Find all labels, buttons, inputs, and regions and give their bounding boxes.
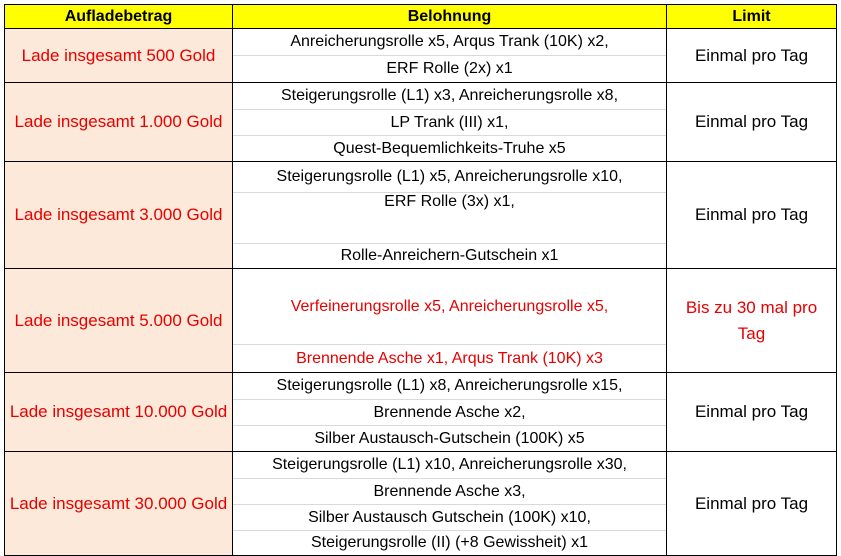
reward-line: Rolle-Anreichern-Gutschein x1	[340, 247, 559, 264]
reward-table-sheet	[4, 4, 837, 556]
table-row	[5, 269, 837, 373]
header-limit: Limit	[667, 5, 837, 29]
amount-cell: Lade insgesamt 5.000 Gold	[5, 269, 233, 373]
table-row	[5, 452, 837, 556]
reward-cell	[233, 29, 667, 83]
table-row	[5, 83, 837, 162]
reward-cell	[233, 162, 667, 269]
header-row	[5, 5, 837, 29]
amount-cell: Lade insgesamt 500 Gold	[5, 29, 233, 83]
reward-line: Steigerungsrolle (L1) x5, Anreicherungsrolle x10,	[233, 162, 666, 193]
table-row	[5, 29, 837, 83]
table-row	[5, 162, 837, 269]
limit-cell: Einmal pro Tag	[667, 162, 837, 269]
reward-table	[4, 4, 837, 556]
amount-cell: Lade insgesamt 1.000 Gold	[5, 83, 233, 162]
reward-cell	[233, 269, 667, 373]
limit-cell: Einmal pro Tag	[667, 373, 837, 452]
reward-line: Steigerungsrolle (II) (+8 Gewissheit) x1	[311, 534, 588, 551]
header-amount: Aufladebetrag	[5, 5, 233, 29]
reward-line: Brennende Asche x2,	[233, 400, 666, 426]
reward-line: LP Trank (III) x1,	[233, 110, 666, 136]
reward-cell	[233, 373, 667, 452]
reward-line: Silber Austausch Gutschein (100K) x10,	[233, 505, 666, 531]
reward-cell	[233, 452, 667, 556]
header-reward: Belohnung	[233, 5, 667, 29]
reward-line: Brennende Asche x1, Arqus Trank (10K) x3	[296, 349, 603, 367]
reward-line: Verfeinerungsrolle x5, Anreicherungsrolle x5,	[233, 269, 666, 345]
limit-cell: Einmal pro Tag	[667, 452, 837, 556]
reward-line: ERF Rolle (3x) x1,	[233, 193, 666, 244]
reward-cell	[233, 83, 667, 162]
limit-cell: Bis zu 30 mal pro Tag	[667, 269, 837, 373]
limit-cell: Einmal pro Tag	[667, 29, 837, 83]
reward-line: Steigerungsrolle (L1) x10, Anreicherungsrolle x30,	[233, 452, 666, 479]
limit-cell: Einmal pro Tag	[667, 83, 837, 162]
reward-line: Brennende Asche x3,	[233, 479, 666, 505]
reward-line: Silber Austausch-Gutschein (100K) x5	[314, 429, 585, 447]
reward-line: Quest-Bequemlichkeits-Truhe x5	[333, 139, 566, 157]
amount-cell: Lade insgesamt 10.000 Gold	[5, 373, 233, 452]
reward-line: Anreicherungsrolle x5, Arqus Trank (10K) x2,	[233, 29, 666, 56]
amount-cell: Lade insgesamt 30.000 Gold	[5, 452, 233, 556]
reward-line: Steigerungsrolle (L1) x3, Anreicherungsrolle x8,	[233, 83, 666, 110]
table-row	[5, 373, 837, 452]
amount-cell: Lade insgesamt 3.000 Gold	[5, 162, 233, 269]
reward-line: ERF Rolle (2x) x1	[386, 60, 513, 77]
reward-line: Steigerungsrolle (L1) x8, Anreicherungsrolle x15,	[233, 373, 666, 400]
